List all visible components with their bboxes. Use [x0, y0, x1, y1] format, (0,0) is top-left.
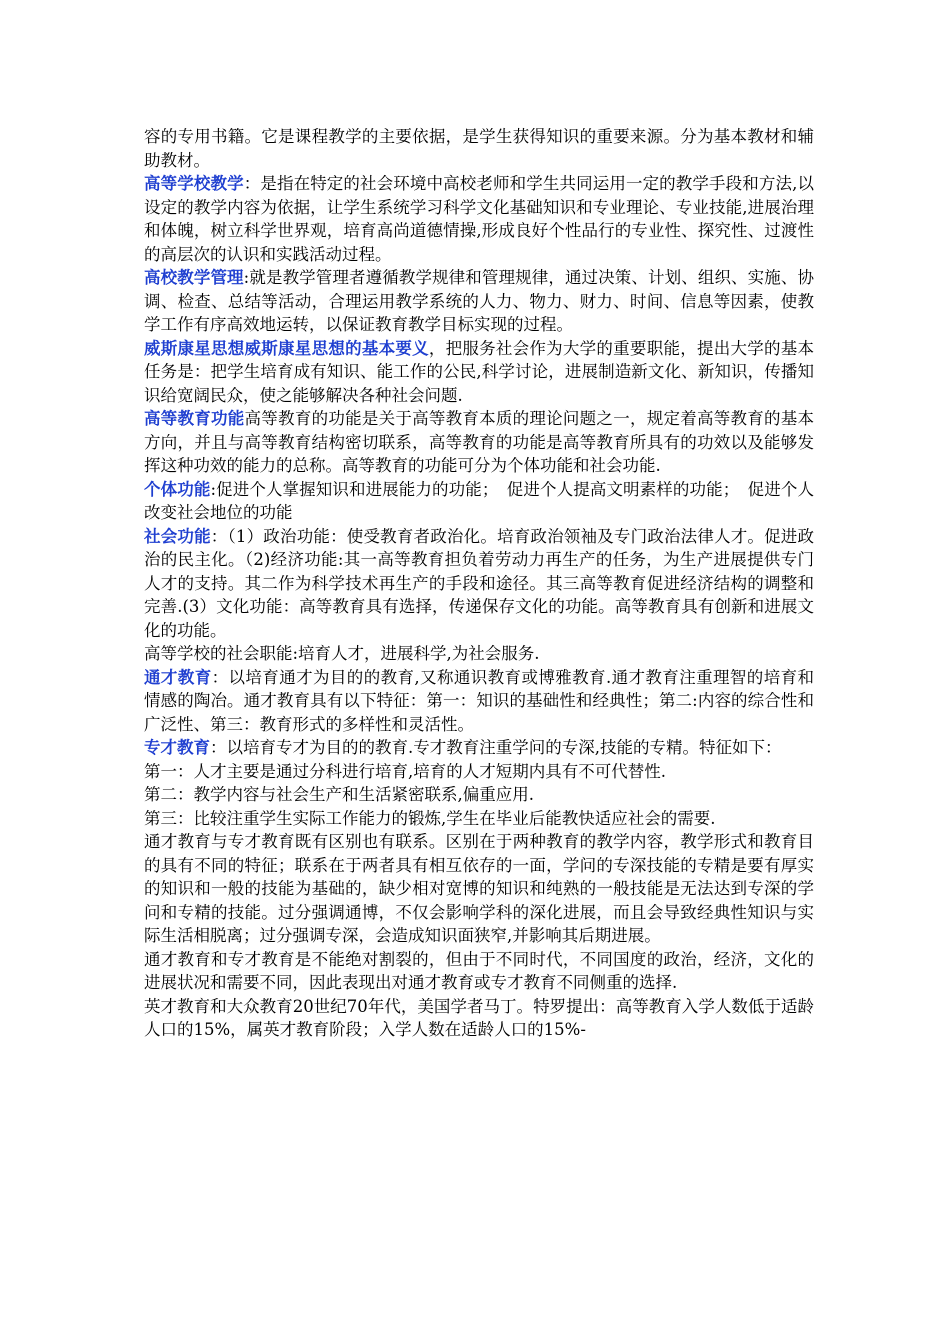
term-heading: 高校教学管理: [144, 268, 244, 287]
paragraph-social-function: [144, 525, 814, 643]
paragraph-text: 第一：人才主要是通过分科进行培育,培育的人才短期内具有不可代替性.: [144, 761, 666, 781]
paragraph-text: 高等学校的社会职能:培育人才，进展科学,为社会服务.: [144, 644, 540, 663]
term-heading: 专才教育: [144, 738, 210, 757]
paragraph-text: ，把服务社会作为大学的重要职能，提出大学的基本任务是：把学生培育成有知识、能工作的公民,科学讨论，进展制造新文化、新知识，传播知识给宽阔民众，使之能够解决各种社会问题.: [144, 338, 815, 405]
paragraph-feature-three: [144, 807, 814, 831]
paragraph-individual-function: [144, 478, 814, 525]
paragraph-text: ：是指在特定的社会环境中高校老师和学生共同运用一定的教学手段和方法,以设定的教学内容为依据，让学生系统学习科学文化基础知识和专业理论、专业技能,进展治理和体魄，树立科学世界观，培育高尚道德情操,形成良好个性品行的专业性、探究性、过渡性的高层次的认识和实践活动过程。: [144, 174, 815, 264]
paragraph-higher-school-teaching: [144, 172, 814, 266]
paragraph-general-education: [144, 666, 814, 737]
paragraph-text: 通才教育和专才教育是不能绝对割裂的，但由于不同时代，不同国度的政治，经济，文化的进展状况和需要不同，因此表现出对通才教育或专才教育不同侧重的选择.: [144, 949, 814, 992]
paragraph-wisconsin-idea: [144, 337, 814, 408]
paragraph-inseparable: [144, 948, 814, 995]
term-heading: 通才教育: [144, 667, 212, 687]
paragraph-text: 容的专用书籍。它是课程教学的主要依据，是学生获得知识的重要来源。分为基本教材和辅助教材。: [144, 127, 814, 170]
paragraph-text: 通才教育与专才教育既有区别也有联系。区别在于两种教育的教学内容，教学形式和教育目的具有不同的特征；联系在于两者具有相互依存的一面，学问的专深技能的专精是要有厚实的知识和一般的技能为基础的，缺少相对宽博的知识和纯熟的一般技能是无法达到专深的学问和专精的技能。过分强调通博，不仅会影响学科的深化进展，而且会导致经典性知识与实际生活相脱离；过分强调专深，会造成知识面狭窄,并影响其后期进展。: [144, 832, 814, 945]
paragraph-text: 第三：比较注重学生实际工作能力的锻炼,学生在毕业后能教快适应社会的需要.: [144, 808, 716, 828]
paragraph-text: ：以培育专才为目的的教育.专才教育注重学问的专深,技能的专精。特征如下：: [210, 738, 782, 757]
term-heading: 个体功能: [144, 479, 211, 499]
paragraph-comparison: [144, 830, 814, 948]
paragraph-teaching-management: [144, 266, 814, 337]
term-heading: 高等教育功能: [144, 409, 245, 428]
paragraph-text: 第二：教学内容与社会生产和生活紧密联系,偏重应用.: [144, 785, 534, 804]
term-heading: 高等学校教学: [144, 174, 244, 193]
paragraph-education-function: [144, 407, 814, 478]
paragraph-elite-mass-education: [144, 995, 814, 1042]
paragraph-text: ：（1）政治功能：使受教育者政治化。培育政治领袖及专门政治法律人才。促进政治的民主化。（2)经济功能:其一高等教育担负着劳动力再生产的任务，为生产进展提供专门人才的支持。其二作为科学技术再生产的手段和途径。其三高等教育促进经济结构的调整和完善.(3）文化功能：高等教育具有选择，传递保存文化的功能。高等教育具有创新和进展文化的功能。: [144, 526, 815, 640]
paragraph-social-duties: [144, 642, 814, 666]
paragraph-textbook-continuation: [144, 125, 814, 172]
paragraph-text: :就是教学管理者遵循教学规律和管理规律，通过决策、计划、组织、实施、协调、检查、总结等活动，合理运用教学系统的人力、物力、财力、时间、信息等因素，使教学工作有序高效地运转，以保证教育教学目标实现的过程。: [144, 268, 815, 334]
paragraph-text: :促进个人掌握知识和进展能力的功能； 促进个人提高文明素样的功能； 促进个人改变社会地位的功能: [144, 479, 815, 522]
paragraph-feature-one: [144, 760, 814, 784]
paragraph-specialist-education: [144, 736, 814, 760]
term-heading: 威斯康星思想威斯康星思想的基本要义: [144, 338, 429, 358]
paragraph-text: ：以培育通才为目的的教育,又称通识教育或博雅教育.通才教育注重理智的培育和情感的陶冶。通才教育具有以下特征：第一：知识的基础性和经典性；第二:内容的综合性和广泛性、第三：教育形式的多样性和灵活性。: [144, 667, 814, 734]
paragraph-text: 英才教育和大众教育20世纪70年代，美国学者马丁。特罗提出：高等教育入学人数低于适龄人口的15%，属英才教育阶段；入学人数在适龄人口的15%-: [144, 996, 814, 1039]
paragraph-text: 高等教育的功能是关于高等教育本质的理论问题之一，规定着高等教育的基本方向，并且与高等教育结构密切联系，高等教育的功能是高等教育所具有的功效以及能够发挥这种功效的能力的总称。高等教育的功能可分为个体功能和社会功能.: [144, 409, 815, 475]
paragraph-feature-two: [144, 783, 814, 807]
document-page: [144, 125, 814, 1042]
term-heading: 社会功能: [144, 526, 211, 546]
